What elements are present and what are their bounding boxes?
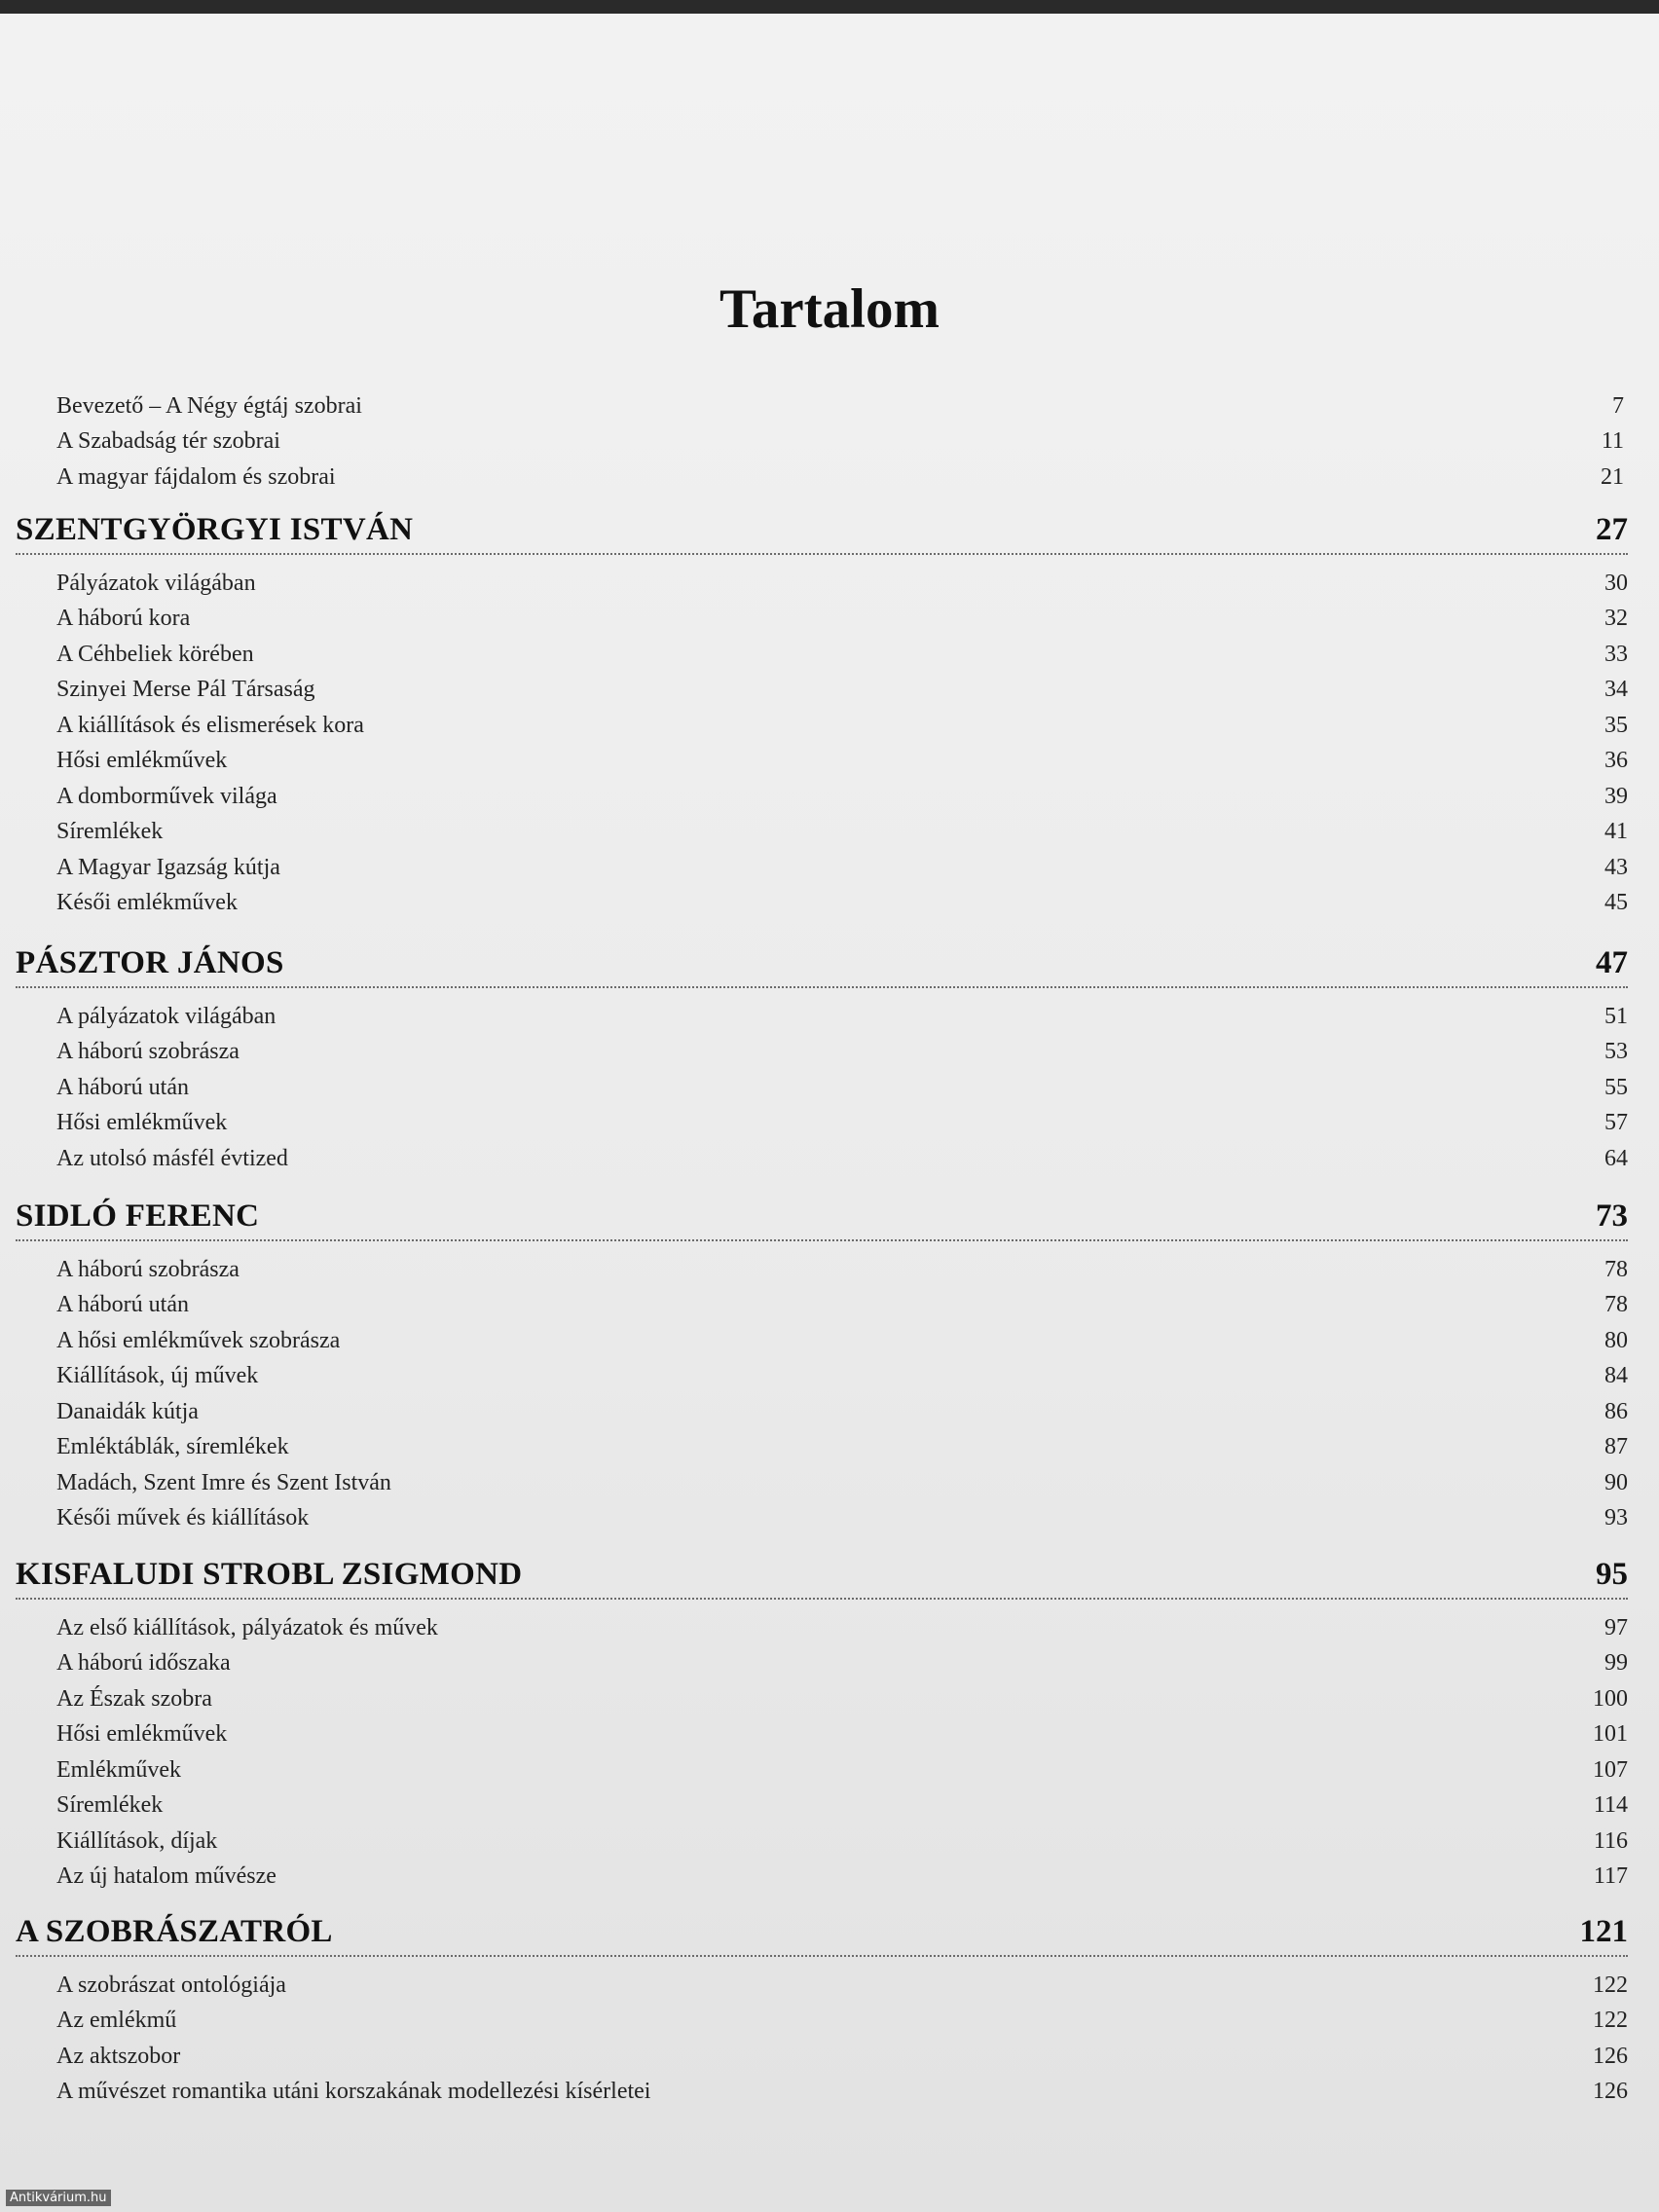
toc-entry — [56, 1287, 1628, 1323]
section-heading — [16, 498, 1628, 555]
toc-entry-page: 90 — [1604, 1469, 1628, 1495]
section-entries — [56, 1609, 1628, 1894]
toc-entry-page: 126 — [1593, 2043, 1628, 2069]
toc-entry-page: 122 — [1593, 1972, 1628, 1998]
toc-entry — [56, 565, 1628, 601]
section-heading — [16, 1900, 1628, 1957]
toc-section-szobraszatrol — [16, 1900, 1628, 2109]
section-page: 95 — [1596, 1557, 1628, 1592]
toc-entry-page: 93 — [1604, 1505, 1628, 1530]
toc-entry — [56, 2003, 1628, 2039]
toc-entry-page: 55 — [1604, 1074, 1628, 1100]
toc-entry-page: 116 — [1593, 1827, 1628, 1854]
toc-entry — [56, 849, 1628, 885]
toc-entry-title: A hősi emlékművek szobrásza — [56, 1327, 341, 1353]
toc-entry-title: A Magyar Igazság kútja — [56, 854, 280, 880]
toc-entry — [56, 1358, 1628, 1394]
toc-entry-page: 107 — [1593, 1756, 1628, 1783]
section-heading — [16, 1543, 1628, 1600]
toc-entry-title: Pályázatok világában — [56, 570, 256, 596]
toc-entry-page: 33 — [1604, 641, 1628, 667]
toc-entry — [56, 2074, 1628, 2110]
toc-entry-title: Síremlékek — [56, 1792, 164, 1818]
toc-section-kisfaludi-strobl — [16, 1543, 1628, 1894]
toc-entry — [56, 1823, 1628, 1859]
toc-entry — [56, 1680, 1628, 1716]
toc-entry-title: Síremlékek — [56, 819, 164, 844]
toc-entry-page: 32 — [1604, 606, 1628, 631]
toc-entry — [56, 1859, 1628, 1895]
toc-entry-page: 101 — [1593, 1721, 1628, 1747]
toc-entry-title: A háború kora — [56, 606, 191, 631]
toc-entry-title: Az emlékmű — [56, 2008, 177, 2033]
toc-entry-title: Kiállítások, új művek — [56, 1363, 259, 1388]
toc-entry-title: Az Észak szobra — [56, 1685, 212, 1712]
section-title: PÁSZTOR JÁNOS — [16, 945, 284, 980]
section-page: 73 — [1596, 1198, 1628, 1234]
toc-entry — [56, 998, 1628, 1034]
toc-entry-page: 41 — [1604, 819, 1628, 844]
toc-entry-page: 45 — [1604, 890, 1628, 915]
toc-entry-title: A Céhbeliek körében — [56, 641, 254, 667]
toc-section-pasztor — [16, 932, 1628, 1176]
watermark: Antikvárium.hu — [6, 2190, 111, 2206]
toc-entry — [56, 1322, 1628, 1358]
toc-entry-title: A kiállítások és elismerések kora — [56, 712, 364, 738]
toc-entry — [56, 778, 1628, 814]
toc-entry — [56, 1500, 1628, 1536]
page-title: Tartalom — [719, 278, 940, 340]
toc-entry-title: A Szabadság tér szobrai — [56, 428, 280, 454]
section-entries — [56, 1251, 1628, 1535]
toc-entry-title: A háború szobrásza — [56, 1256, 240, 1282]
toc-entry — [56, 1140, 1628, 1176]
toc-entry-title: Madách, Szent Imre és Szent István — [56, 1469, 391, 1495]
section-heading — [16, 1185, 1628, 1241]
toc-entry-page: 39 — [1604, 783, 1628, 809]
toc-entry-page: 21 — [1601, 463, 1624, 490]
toc-entry-title: A domborművek világa — [56, 783, 277, 809]
toc-section-sidlo — [16, 1185, 1628, 1535]
toc-entry — [56, 1645, 1628, 1681]
toc-entry-page: 51 — [1604, 1003, 1628, 1029]
toc-entry — [56, 1609, 1628, 1645]
toc-entry — [56, 636, 1628, 672]
toc-entry-title: Az új hatalom művésze — [56, 1863, 276, 1889]
toc-entry-page: 64 — [1604, 1145, 1628, 1171]
toc-entry-page: 78 — [1604, 1256, 1628, 1282]
toc-entry-page: 86 — [1604, 1398, 1628, 1424]
toc-entry-title: Emléktáblák, síremlékek — [56, 1434, 289, 1459]
toc-entry-page: 7 — [1612, 392, 1624, 419]
intro-entries — [56, 387, 1624, 495]
toc-entry — [56, 1967, 1628, 2003]
section-entries — [56, 1967, 1628, 2109]
toc-entry-page: 30 — [1604, 570, 1628, 596]
toc-entry — [56, 1751, 1628, 1788]
toc-entry — [56, 1105, 1628, 1141]
toc-entry — [56, 1429, 1628, 1465]
section-title: SZENTGYÖRGYI ISTVÁN — [16, 512, 414, 547]
toc-entry — [56, 601, 1628, 637]
toc-entry — [56, 1251, 1628, 1287]
toc-entry-page: 84 — [1604, 1363, 1628, 1388]
toc-entry — [56, 885, 1628, 921]
section-entries — [56, 998, 1628, 1176]
toc-entry-title: Az első kiállítások, pályázatok és művek — [56, 1614, 438, 1641]
toc-entry — [56, 2038, 1628, 2074]
toc-entry-title: Emlékművek — [56, 1756, 181, 1783]
section-title: SIDLÓ FERENC — [16, 1198, 260, 1234]
toc-entry-page: 87 — [1604, 1434, 1628, 1459]
toc-entry-page: 122 — [1593, 2008, 1628, 2033]
toc-entry-title: Hősi emlékművek — [56, 748, 228, 773]
section-page: 27 — [1596, 512, 1628, 547]
toc-entry-page: 114 — [1593, 1792, 1628, 1818]
toc-entry-page: 57 — [1604, 1110, 1628, 1135]
toc-entry — [56, 424, 1624, 460]
toc-entry-page: 78 — [1604, 1292, 1628, 1317]
section-entries — [56, 565, 1628, 920]
toc-entry-page: 97 — [1604, 1614, 1628, 1641]
toc-entry-title: A szobrászat ontológiája — [56, 1972, 286, 1998]
toc-entry-title: Az aktszobor — [56, 2043, 181, 2069]
toc-entry-page: 99 — [1604, 1650, 1628, 1676]
toc-entry-page: 43 — [1604, 854, 1628, 880]
toc-entry — [56, 1464, 1628, 1500]
toc-entry — [56, 707, 1628, 743]
toc-entry — [56, 1034, 1628, 1070]
toc-entry-title: Bevezető – A Négy égtáj szobrai — [56, 392, 362, 419]
toc-entry — [56, 743, 1628, 779]
toc-entry-page: 36 — [1604, 748, 1628, 773]
toc-entry-title: A háború után — [56, 1292, 189, 1317]
toc-entry-title: Késői emlékművek — [56, 890, 238, 915]
toc-entry-title: A művészet romantika utáni korszakának modellezési kísérletei — [56, 2079, 651, 2104]
toc-entry-title: A pályázatok világában — [56, 1003, 276, 1029]
toc-entry-title: A háború szobrásza — [56, 1039, 240, 1064]
toc-entry — [56, 387, 1624, 424]
section-title: KISFALUDI STROBL ZSIGMOND — [16, 1557, 523, 1592]
toc-entry-title: Kiállítások, díjak — [56, 1827, 218, 1854]
toc-entry-page: 100 — [1593, 1685, 1628, 1712]
top-edge-bar — [0, 0, 1659, 14]
toc-entry — [56, 1788, 1628, 1824]
toc-section-szentgyorgyi — [16, 498, 1628, 920]
toc-entry-page: 34 — [1604, 677, 1628, 702]
toc-entry-title: A magyar fájdalom és szobrai — [56, 463, 336, 490]
toc-entry — [56, 672, 1628, 708]
toc-entry-title: A háború után — [56, 1074, 189, 1100]
toc-entry-page: 126 — [1593, 2079, 1628, 2104]
section-page: 47 — [1596, 945, 1628, 980]
toc-entry-page: 117 — [1593, 1863, 1628, 1889]
toc-entry-page: 11 — [1601, 428, 1624, 454]
toc-entry — [56, 1716, 1628, 1752]
section-heading — [16, 932, 1628, 988]
toc-entry-page: 53 — [1604, 1039, 1628, 1064]
toc-entry-page: 80 — [1604, 1327, 1628, 1353]
toc-entry-title: Az utolsó másfél évtized — [56, 1145, 288, 1171]
toc-entry — [56, 1393, 1628, 1429]
toc-entry-title: Danaidák kútja — [56, 1398, 199, 1424]
toc-entry-title: A háború időszaka — [56, 1650, 231, 1676]
toc-entry — [56, 459, 1624, 495]
toc-entry — [56, 1069, 1628, 1105]
toc-entry-title: Hősi emlékművek — [56, 1721, 228, 1747]
toc-entry-title: Hősi emlékművek — [56, 1110, 228, 1135]
toc-entry-title: Szinyei Merse Pál Társaság — [56, 677, 315, 702]
section-title: A SZOBRÁSZATRÓL — [16, 1914, 333, 1949]
toc-entry — [56, 814, 1628, 850]
toc-entry-page: 35 — [1604, 712, 1628, 738]
toc-entry-title: Késői művek és kiállítások — [56, 1505, 310, 1530]
section-page: 121 — [1579, 1914, 1628, 1949]
